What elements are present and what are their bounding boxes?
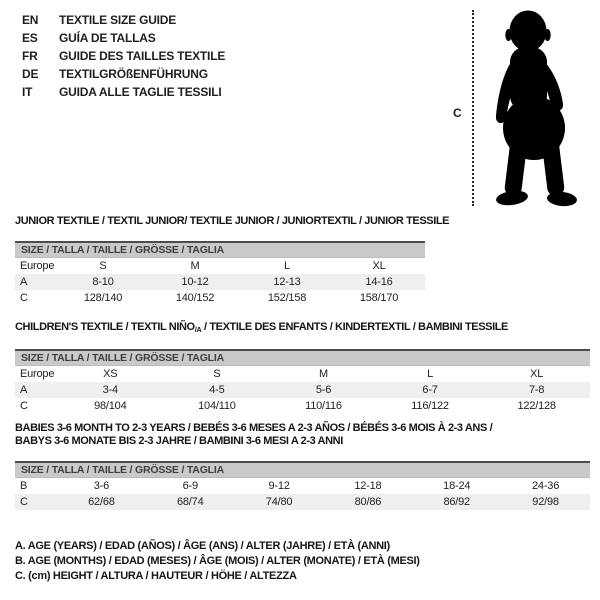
table-title: JUNIOR TEXTILE / TEXTIL JUNIOR/ TEXTILE JUNIOR / JUNIORTEXTIL / JUNIOR TESSILE (15, 215, 450, 227)
value-cell: S (213, 368, 221, 380)
value-cell: 74/80 (265, 496, 293, 508)
table-row (15, 274, 425, 290)
size-header-bar: SIZE / TALLA / TAILLE / GRÖSSE / TAGLIA (15, 349, 590, 366)
table-grid (15, 478, 590, 510)
value-cell: 128/140 (83, 292, 123, 304)
value-cell: XS (103, 368, 118, 380)
value-cell: 7-8 (529, 384, 545, 396)
value-cell: 12-13 (273, 276, 301, 288)
language-label: GUIDE DES TAILLES TEXTILE (59, 49, 226, 63)
row-label-cell: Europe (20, 260, 55, 272)
baby-head (510, 11, 547, 52)
measure-label-c: C (453, 106, 462, 120)
table-row (15, 258, 425, 274)
value-cell: 92/98 (532, 496, 559, 508)
baby-silhouette (486, 2, 596, 210)
language-row (22, 29, 225, 47)
value-cell: 6-9 (182, 480, 198, 492)
value-cell: L (427, 368, 434, 380)
value-cell: 3-4 (102, 384, 118, 396)
value-cell: 104/110 (198, 400, 236, 412)
value-cell: 122/128 (517, 400, 556, 412)
row-label-cell: C (20, 496, 28, 508)
value-cell: 12-18 (354, 480, 382, 492)
value-cell: 116/122 (411, 400, 449, 412)
value-cell: 18-24 (443, 480, 471, 492)
value-cell: M (319, 368, 328, 380)
language-label: GUÍA DE TALLAS (59, 31, 156, 45)
size-header-bar: SIZE / TALLA / TAILLE / GRÖSSE / TAGLIA (15, 241, 425, 258)
table-row (15, 478, 590, 494)
legend-line: B. AGE (MONTHS) / EDAD (MESES) / ÂGE (MOIS) / ALTER (MONATE) / ETÀ (MESI) (15, 555, 420, 567)
value-cell: M (190, 260, 200, 272)
value-cell: 4-5 (209, 384, 225, 396)
legend-line: C. (cm) HEIGHT / ALTURA / HAUTEUR / HÖHE / ALTEZZA (15, 570, 297, 582)
value-cell: L (284, 260, 290, 272)
value-cell: 62/68 (88, 496, 115, 508)
value-cell: 110/116 (305, 400, 342, 412)
row-label-cell: A (20, 384, 28, 396)
language-list (22, 11, 225, 101)
value-cell: 8-10 (92, 276, 114, 288)
legend-line: A. AGE (YEARS) / EDAD (AÑOS) / ÂGE (ANS) / ALTER (JAHRE) / ETÀ (ANNI) (15, 540, 390, 552)
table-title (15, 321, 590, 336)
row-label-cell: B (20, 480, 28, 492)
value-cell: S (99, 260, 107, 272)
value-cell: 158/170 (359, 292, 399, 304)
size-table-children (15, 321, 590, 414)
row-label-cell: A (20, 276, 28, 288)
value-cell: 10-12 (181, 276, 209, 288)
value-cell: 68/74 (176, 496, 204, 508)
value-cell: XL (372, 260, 386, 272)
table-row (15, 398, 590, 414)
table-row (15, 290, 425, 306)
table-title-text: / TEXTILE DES ENFANTS / KINDERTEXTIL / BAMBINI TESSILE (201, 321, 508, 333)
value-cell: 80/86 (354, 496, 382, 508)
value-cell: 98/104 (94, 400, 127, 412)
language-row (22, 47, 225, 65)
table-title-subscript: /A (194, 325, 202, 334)
row-label-cell: C (20, 292, 28, 304)
row-label-cell: C (20, 400, 28, 412)
size-table-babies (15, 422, 590, 510)
language-code: DE (22, 67, 39, 81)
language-label: TEXTILGRÖßENFÜHRUNG (59, 67, 208, 81)
table-title: BABYS 3-6 MONATE BIS 2-3 JAHRE / BAMBINI 3-6 MESI A 2-3 ANNI (15, 435, 343, 447)
value-cell: 152/158 (267, 292, 307, 304)
table-row (15, 366, 590, 382)
language-label: GUIDA ALLE TAGLIE TESSILI (59, 85, 222, 99)
language-row (22, 11, 225, 29)
height-measure-line (472, 10, 474, 206)
row-label-cell: Europe (20, 368, 55, 380)
value-cell: 5-6 (315, 384, 332, 396)
value-cell: 24-36 (531, 480, 560, 492)
language-code: FR (22, 49, 38, 63)
language-code: EN (22, 13, 39, 27)
value-cell: 140/152 (175, 292, 215, 304)
size-table-junior (15, 215, 450, 306)
language-code: ES (22, 31, 38, 45)
table-title-text: CHILDREN'S TEXTILE / TEXTIL NIÑO (15, 321, 195, 333)
value-cell: 6-7 (422, 384, 438, 396)
table-grid (15, 366, 590, 414)
language-code: IT (22, 85, 33, 99)
legend (15, 539, 420, 584)
language-row (22, 65, 225, 83)
value-cell: 14-16 (365, 276, 393, 288)
language-label: TEXTILE SIZE GUIDE (59, 13, 177, 27)
value-cell: XL (530, 368, 544, 380)
value-cell: 3-6 (93, 480, 110, 492)
value-cell: 86/92 (443, 496, 470, 508)
size-header-bar: SIZE / TALLA / TAILLE / GRÖSSE / TAGLIA (15, 461, 590, 478)
language-row (22, 83, 225, 101)
value-cell: 9-12 (268, 480, 290, 492)
table-grid (15, 258, 425, 306)
table-row (15, 494, 590, 510)
table-row (15, 382, 590, 398)
table-title: BABIES 3-6 MONTH TO 2-3 YEARS / BEBÉS 3-6 MESES A 2-3 AÑOS / BÉBÉS 3-6 MOIS À 2-3 ANS / (15, 422, 493, 434)
